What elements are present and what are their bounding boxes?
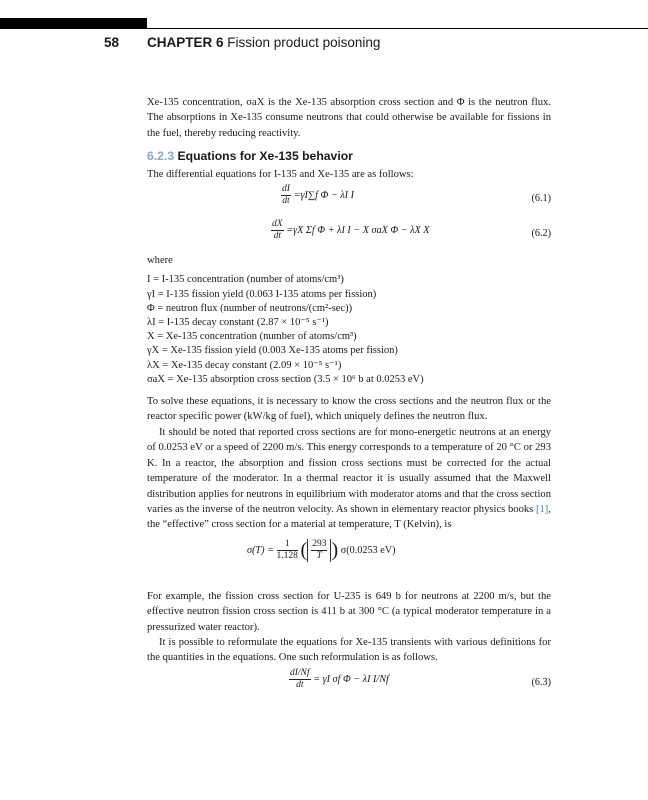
page-body xyxy=(147,95,551,701)
definition-item: γI = I-135 fission yield (0.063 I-135 atoms per fission) xyxy=(147,288,377,300)
equation-rhs: =γI∑f Φ − λI I xyxy=(293,189,354,201)
equation-fraction: $\frac{dI/Nf}{dt}$ xyxy=(290,667,310,690)
chapter-title xyxy=(147,35,380,50)
equation-6-2 xyxy=(147,217,551,252)
sigma-equation: σ(T) = $\frac{1}{1.128}$ ( $\frac{293}{T}$ ) σ(0.0253 eV) xyxy=(247,538,396,561)
page-number: 58 xyxy=(104,35,120,50)
where-label: where xyxy=(147,255,173,267)
definition-item: Φ = neutron flux (number of neutrons/(cm²-sec)) xyxy=(147,302,353,314)
definition-item: γX = Xe-135 fission yield (0.003 Xe-135 atoms per fission) xyxy=(147,345,398,357)
definition-item: I = I-135 concentration (number of atoms/cm³) xyxy=(147,274,344,286)
intro-paragraph: Xe-135 concentration, σaX is the Xe-135 absorption cross section and Φ is the neutron flux. The absorptions in Xe-135 consume neutrons that could otherwise be available for fissions in the fuel, thereby reducing reactivity. xyxy=(147,97,551,139)
equation-number: (6.3) xyxy=(531,676,551,688)
equation-number: (6.1) xyxy=(531,193,551,205)
section-heading xyxy=(147,149,551,164)
lead-in-text: The differential equations for I-135 and Xe-135 are as follows: xyxy=(147,168,414,180)
definitions-list xyxy=(147,273,551,387)
equation-rhs: =γX Σf Φ + λI I − X σaX Φ − λX X xyxy=(286,224,430,236)
chapter-label: CHAPTER 6 xyxy=(147,35,224,50)
citation-link[interactable]: [1] xyxy=(535,503,549,515)
definition-item: σaX = Xe-135 absorption cross section (3.5 × 10⁶ b at 0.0253 eV) xyxy=(147,373,424,385)
square-root: $\frac{293}{T}$ xyxy=(307,539,331,562)
equation-6-1 xyxy=(147,182,551,217)
reformulate-paragraph: It is possible to reformulate the equations for Xe-135 transients with various definitions for the quantities in the equations. One such reformulation is as follows. xyxy=(147,636,551,664)
equation-fraction: $\frac{dX}{dt}$ xyxy=(272,219,283,242)
equation-number: (6.2) xyxy=(531,228,551,240)
header-rule xyxy=(147,28,648,29)
chapter-name: Fission product poisoning xyxy=(227,35,381,50)
equation-rhs: = γI σf Φ − λI I/Nf xyxy=(313,673,389,685)
cross-section-paragraph: It should be noted that reported cross sections are for mono-energetic neutrons at an energy of 0.0253 eV or a speed of 2200 m/s. This energy corresponds to a temperature of 20 °C or 293 K. In a reactor, the absorption and fission cross sections must be corrected for the actual temperature of the moderator. In a thermal reactor it is usually assumed that the Maxwell distribution applies for neutrons in equilibrium with moderator atoms and that the cross section varies as the inverse of the neutron velocity. As shown in elementary reactor physics books [1], the “effective” cross section for a material at temperature, T (Kelvin), is xyxy=(147,426,551,531)
solve-paragraph: To solve these equations, it is necessary to know the cross sections and the neutron flux or the reactor specific power (kW/kg of fuel), which uniquely defines the neutron flux. xyxy=(147,396,551,423)
section-title: Equations for Xe-135 behavior xyxy=(177,149,353,164)
equation-fraction: $\frac{dI}{dt}$ xyxy=(282,184,290,207)
header-black-bar xyxy=(0,18,147,29)
running-header xyxy=(0,35,648,55)
definition-item: λX = Xe-135 decay constant (2.09 × 10⁻⁵ s⁻¹) xyxy=(147,359,342,371)
example-paragraph: For example, the fission cross section for U-235 is 649 b for neutrons at 2200 m/s, but the effective neutron fission cross section is 411 b at 300 °C (a typical moderator temperature in a pressurized water reactor). xyxy=(147,590,551,633)
equation-6-3 xyxy=(147,666,551,701)
definition-item: λI = I-135 decay constant (2.87 × 10⁻⁵ s⁻¹) xyxy=(147,317,329,329)
definition-item: X = Xe-135 concentration (number of atoms/cm³) xyxy=(147,331,357,343)
section-number: 6.2.3 xyxy=(147,149,175,164)
